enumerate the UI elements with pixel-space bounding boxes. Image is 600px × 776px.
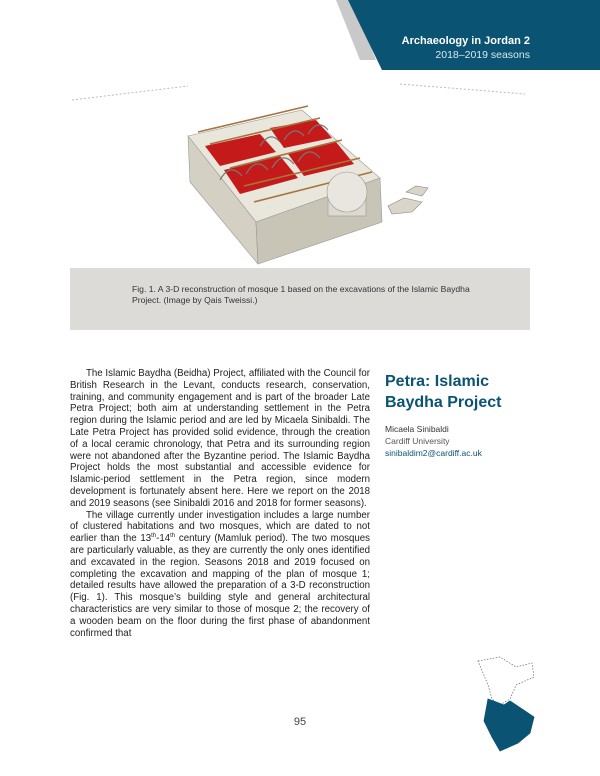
journal-seasons: 2018–2019 seasons xyxy=(435,49,530,61)
figure-3d-reconstruction xyxy=(70,82,530,268)
paragraph-1: The Islamic Baydha (Beidha) Project, affiliated with the Council for British Research in the Levant, conducts research, conservation, training, and community engagement and is part of the broader Late Petra Project; both aim at understanding settlement in the Petra region during the Islamic period and are led by Micaela Sinibaldi. The Late Petra Project has provided solid evidence, through the creation of a local ceramic chronology, that Petra and its surrounding region were not abandoned after the Byzantine period. The Islamic Baydha Project holds the most substantial and accessible evidence for Islamic-period settlement in the Petra region, since modern development is fortunately absent here. Here we report on the 2018 and 2019 seasons (see Sinibaldi 2016 and 2018 for former seasons). xyxy=(70,368,370,509)
jordan-locator-map xyxy=(470,655,540,755)
article-body xyxy=(70,368,370,639)
journal-title: Archaeology in Jordan 2 xyxy=(401,35,530,47)
author-name: Micaela Sinibaldi xyxy=(385,424,449,434)
page-number: 95 xyxy=(293,716,307,728)
paragraph-2: The village currently under investigation includes a large number of clustered habitations and two mosques, which are dated to not earlier than the 13th-14th century (Mamluk period). The two mosques are particularly valuable, as they are currently the only ones identified and excavated in the region. Seasons 2018 and 2019 focused on completing the excavation and mapping of the plan of mosque 1; detailed results have allowed the preparation of a 3-D reconstruction (Fig. 1). This mosque’s building style and general architectural characteristics are very similar to those of mosque 2; the recovery of a wooden beam on the floor during the first phase of abandonment confirmed that xyxy=(70,509,370,639)
author-affiliation: Cardiff University xyxy=(385,436,450,446)
figure-caption: Fig. 1. A 3-D reconstruction of mosque 1 based on the excavations of the Islamic Baydha Project. (Image by Qais Tweissi.) xyxy=(132,284,470,305)
article-title: Petra: Islamic Baydha Project xyxy=(385,373,502,411)
author-email-link[interactable]: sinibaldim2@cardiff.ac.uk xyxy=(385,448,482,458)
figure-caption-box xyxy=(70,268,530,330)
map-illustration xyxy=(470,655,540,755)
mosque-reconstruction-illustration xyxy=(70,82,530,268)
